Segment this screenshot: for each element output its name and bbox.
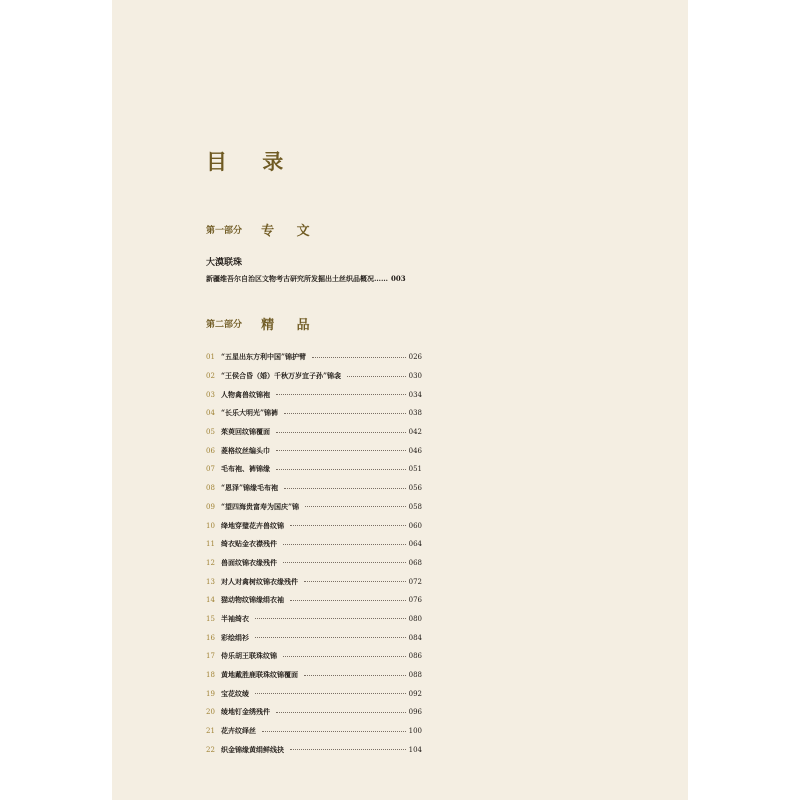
toc-entry[interactable] (206, 535, 422, 554)
toc-entry[interactable] (206, 460, 422, 479)
toc-entry-number: 11 (206, 540, 215, 549)
toc-entry-page: 042 (408, 428, 422, 437)
toc-entry[interactable] (206, 479, 422, 498)
essay-entry[interactable] (206, 274, 422, 284)
essay-leader: …… (374, 274, 388, 283)
toc-entry-number: 02 (206, 372, 215, 381)
toc-entry-number: 22 (206, 745, 215, 754)
toc-entry-title: 兽面纹锦衣缘残件 (221, 557, 277, 567)
toc-entry-title: 猫动物纹锦缘绢衣袖 (221, 595, 284, 605)
dot-leader (284, 488, 406, 489)
toc-entry-title: “长乐大明光”锦裤 (221, 408, 279, 418)
toc-entry[interactable] (206, 498, 422, 517)
toc-entry-title: 侍乐胡王联珠纹锦 (221, 651, 277, 661)
dot-leader (290, 600, 406, 601)
toc-entry-page: 064 (408, 540, 422, 549)
toc-entry[interactable] (206, 404, 422, 423)
toc-entry[interactable] (206, 423, 422, 442)
dot-leader (283, 562, 406, 563)
toc-entry-number: 06 (206, 446, 215, 455)
dot-leader (262, 731, 406, 732)
toc-entry-page: 060 (408, 521, 422, 530)
toc-entry-title: 绮衣贴金衣襟残件 (221, 539, 277, 549)
toc-entry-title: 茱萸回纹锦覆面 (221, 427, 270, 437)
dot-leader (283, 656, 406, 657)
toc-entry-page: 092 (408, 689, 422, 698)
dot-leader (255, 693, 406, 694)
part-label: 第一部分 (206, 226, 243, 236)
toc-list (206, 348, 422, 759)
toc-entry-number: 13 (206, 577, 215, 586)
dot-leader (276, 712, 406, 713)
toc-entry[interactable] (206, 367, 422, 386)
toc-entry-number: 03 (206, 390, 215, 399)
toc-entry-title: 彩绘绢衫 (221, 632, 249, 642)
toc-entry-page: 076 (408, 596, 422, 605)
toc-entry-page: 056 (408, 484, 422, 493)
toc-entry[interactable] (206, 628, 422, 647)
toc-entry-title: “五星出东方利中国”锦护臂 (221, 352, 307, 362)
dot-leader (290, 749, 406, 750)
toc-entry-number: 18 (206, 671, 215, 680)
toc-entry-title: “王侯合昏（婚）千秋万岁宜子孙”锦衾 (221, 371, 342, 381)
essay-title: 大漠联珠 (206, 258, 243, 268)
toc-entry[interactable] (206, 684, 422, 703)
toc-entry-number: 21 (206, 727, 215, 736)
part-name: 精 品 (261, 318, 319, 333)
dot-leader (276, 450, 406, 451)
part-heading-2 (206, 313, 319, 333)
toc-entry[interactable] (206, 385, 422, 404)
toc-entry[interactable] (206, 591, 422, 610)
toc-entry-number: 07 (206, 465, 215, 474)
toc-entry-number: 14 (206, 596, 215, 605)
toc-entry-title: 菱格纹丝编头巾 (221, 445, 270, 455)
essay-subtitle: 新疆维吾尔自治区文物考古研究所发掘出土丝织品概况 (206, 274, 374, 283)
toc-entry-title: 绛地穿璧花卉兽纹锦 (221, 520, 284, 530)
toc-entry-title: 人物禽兽纹锦袍 (221, 389, 270, 399)
dot-leader (304, 581, 406, 582)
toc-entry-number: 04 (206, 409, 215, 418)
toc-entry[interactable] (206, 554, 422, 573)
toc-entry-number: 20 (206, 708, 215, 717)
toc-entry-title: “恩泽”锦缘毛布袍 (221, 483, 279, 493)
toc-entry-number: 15 (206, 614, 215, 623)
toc-entry-title: 织金锦缘黄绢鲜线抉 (221, 744, 284, 754)
toc-entry-page: 088 (408, 671, 422, 680)
toc-entry-page: 096 (408, 708, 422, 717)
toc-entry-page: 051 (408, 465, 422, 474)
toc-entry-title: 绫地钉金绣残件 (221, 707, 270, 717)
toc-entry-page: 038 (408, 409, 422, 418)
toc-entry-page: 086 (408, 652, 422, 661)
page-title: 目 录 (206, 149, 298, 174)
toc-entry[interactable] (206, 722, 422, 741)
dot-leader (284, 413, 406, 414)
toc-entry[interactable] (206, 610, 422, 629)
dot-leader (283, 544, 406, 545)
dot-leader (347, 376, 406, 377)
dot-leader (305, 506, 406, 507)
toc-entry-page: 084 (408, 633, 422, 642)
dot-leader (276, 432, 406, 433)
toc-entry-number: 16 (206, 633, 215, 642)
toc-entry[interactable] (206, 348, 422, 367)
toc-entry-title: 对人对禽树纹锦衣缘残件 (221, 576, 298, 586)
toc-entry[interactable] (206, 572, 422, 591)
part-label: 第二部分 (206, 320, 243, 330)
part-name: 专 文 (261, 224, 319, 239)
toc-entry-page: 046 (408, 446, 422, 455)
toc-entry-title: 宝花纹绫 (221, 688, 249, 698)
toc-entry-page: 034 (408, 390, 422, 399)
toc-entry-page: 072 (408, 577, 422, 586)
dot-leader (304, 675, 406, 676)
toc-entry-number: 05 (206, 428, 215, 437)
toc-entry[interactable] (206, 441, 422, 460)
toc-entry-number: 08 (206, 484, 215, 493)
toc-entry-page: 104 (408, 745, 422, 754)
toc-entry[interactable] (206, 516, 422, 535)
toc-entry-number: 10 (206, 521, 215, 530)
toc-entry-number: 09 (206, 502, 215, 511)
toc-entry-page: 100 (408, 727, 422, 736)
dot-leader (312, 357, 406, 358)
toc-entry-title: 花卉纹绎丝 (221, 726, 256, 736)
toc-entry-page: 058 (408, 502, 422, 511)
toc-entry-page: 026 (408, 353, 422, 362)
toc-entry[interactable] (206, 647, 422, 666)
toc-entry-title: 半袖绮衣 (221, 613, 249, 623)
toc-entry-page: 068 (408, 558, 422, 567)
toc-entry[interactable] (206, 740, 422, 759)
toc-entry-page: 080 (408, 614, 422, 623)
toc-entry-page: 030 (408, 372, 422, 381)
toc-entry-number: 19 (206, 689, 215, 698)
toc-entry-number: 01 (206, 353, 215, 362)
dot-leader (290, 525, 406, 526)
toc-entry-title: 黄地戴胜鹿联珠纹锦覆面 (221, 670, 298, 680)
essay-page-number: 003 (391, 274, 406, 283)
toc-entry-number: 12 (206, 558, 215, 567)
dot-leader (276, 394, 406, 395)
part-heading-1 (206, 219, 319, 239)
toc-entry[interactable] (206, 666, 422, 685)
dot-leader (276, 469, 406, 470)
toc-entry[interactable] (206, 703, 422, 722)
dot-leader (255, 618, 406, 619)
toc-entry-title: 毛布袍、裤锦缘 (221, 464, 270, 474)
toc-entry-title: “望四海贵富寿为国庆”锦 (221, 501, 300, 511)
toc-entry-number: 17 (206, 652, 215, 661)
dot-leader (255, 637, 406, 638)
